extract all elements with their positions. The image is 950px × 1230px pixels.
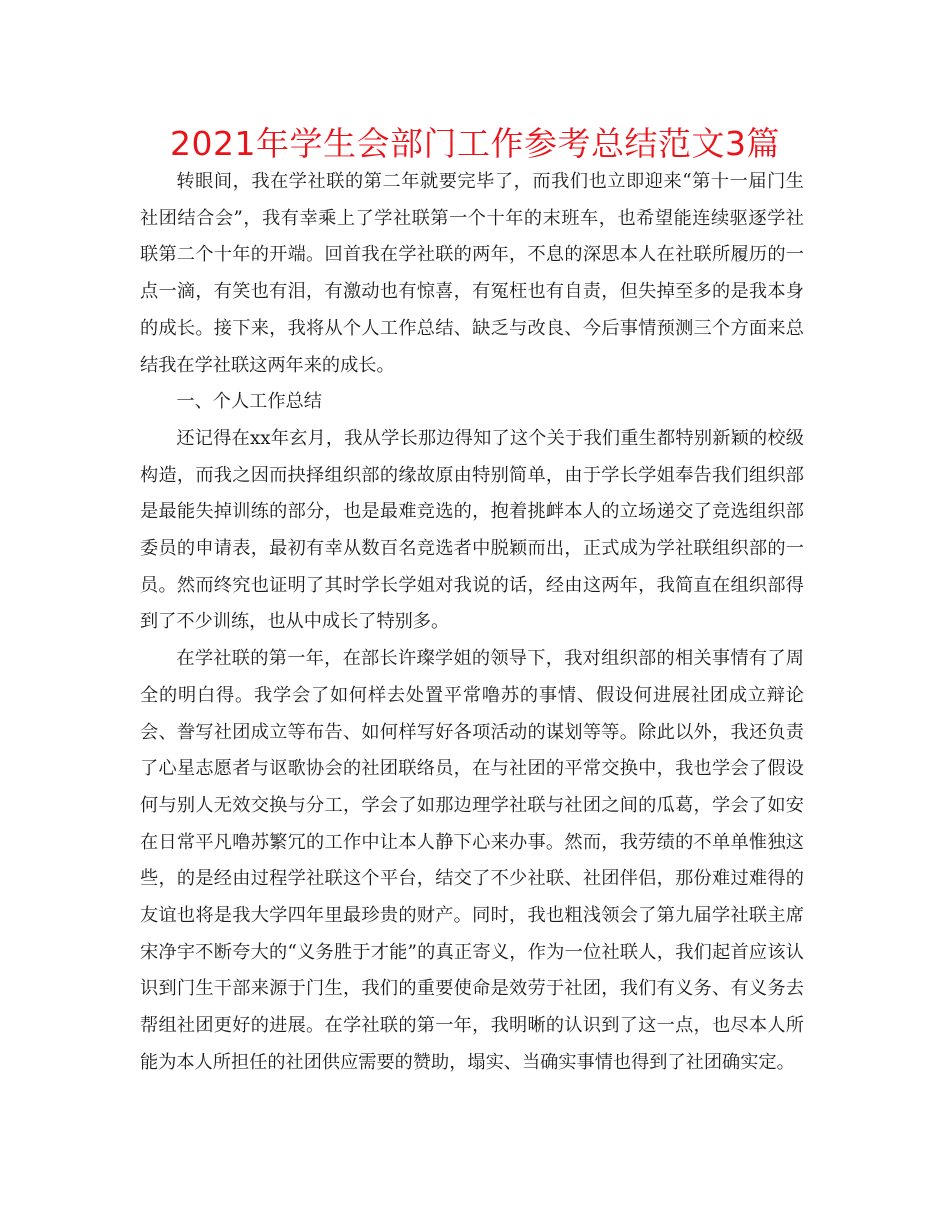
document-title: 2021年学生会部门工作参考总结范文3篇 bbox=[170, 124, 780, 163]
intro-paragraph: 转眼间，我在学社联的第二年就要完毕了，而我们也立即迎来“第十一届门生社团结合会”，我有幸乘上了学社联第一个十年的末班车，也希望能连续驱逐学社联第二个十年的开端。回首我在学社联的两年，不息的深思本人在社联所履历的一点一滴，有笑也有泪，有激动也有惊喜，有冤枉也有自责，但失掉至多的是我本身的成长。接下来，我将从个人工作总结、缺乏与改良、今后事情预测三个方面来总结我在学社联这两年来的成长。 bbox=[140, 171, 804, 376]
body-paragraph: 还记得在xx年玄月，我从学长那边得知了这个关于我们重生都特别新颖的校级构造，而我之因而抉择组织部的缘故原由特别简单，由于学长学姐奉告我们组织部是最能失掉训练的部分，也是最难竞选的，抱着挑衅本人的立场递交了竞选组织部委员的申请表，最初有幸从数百名竞选者中脱颖而出，正式成为学社联组织部的一员。然而终究也证明了其时学长学姐对我说的话，经由这两年，我简直在组织部得到了不少训练，也从中成长了特别多。 bbox=[140, 427, 804, 633]
document-body bbox=[140, 164, 804, 1082]
section-heading: 一、个人工作总结 bbox=[176, 391, 322, 413]
body-paragraph: 在学社联的第一年，在部长许璨学姐的领导下，我对组织部的相关事情有了周全的明白得。我学会了如何样去处置平常噜苏的事情、假设何进展社团成立辩论会、誊写社团成立等布告、如何样写好各项活动的谋划等等。除此以外，我还负责了心星志愿者与讴歌协会的社团联络员，在与社团的平常交换中，我也学会了假设何与别人无效交换与分工，学会了如那边理学社联与社团之间的瓜葛，学会了如安在日常平凡噜苏繁冗的工作中让本人静下心来办事。然而，我劳绩的不单单惟独这些，的是经由过程学社联这个平台，结交了不少社联、社团伴侣，那份难过难得的友谊也将是我大学四年里最珍贵的财产。同时，我也粗浅领会了第九届学社联主席宋净宇不断夸大的“义务胜于才能”的真正寄义，作为一位社联人，我们起首应该认识到门生干部来源于门生，我们的重要使命是效劳于社团，我们有义务、有义务去帮组社团更好的进展。在学社联的第一年，我明晰的认识到了这一点，也尽本人所能为本人所担任的社团供应需要的赞助，塌实、当确实事情也得到了社团确实定。 bbox=[140, 648, 804, 1073]
